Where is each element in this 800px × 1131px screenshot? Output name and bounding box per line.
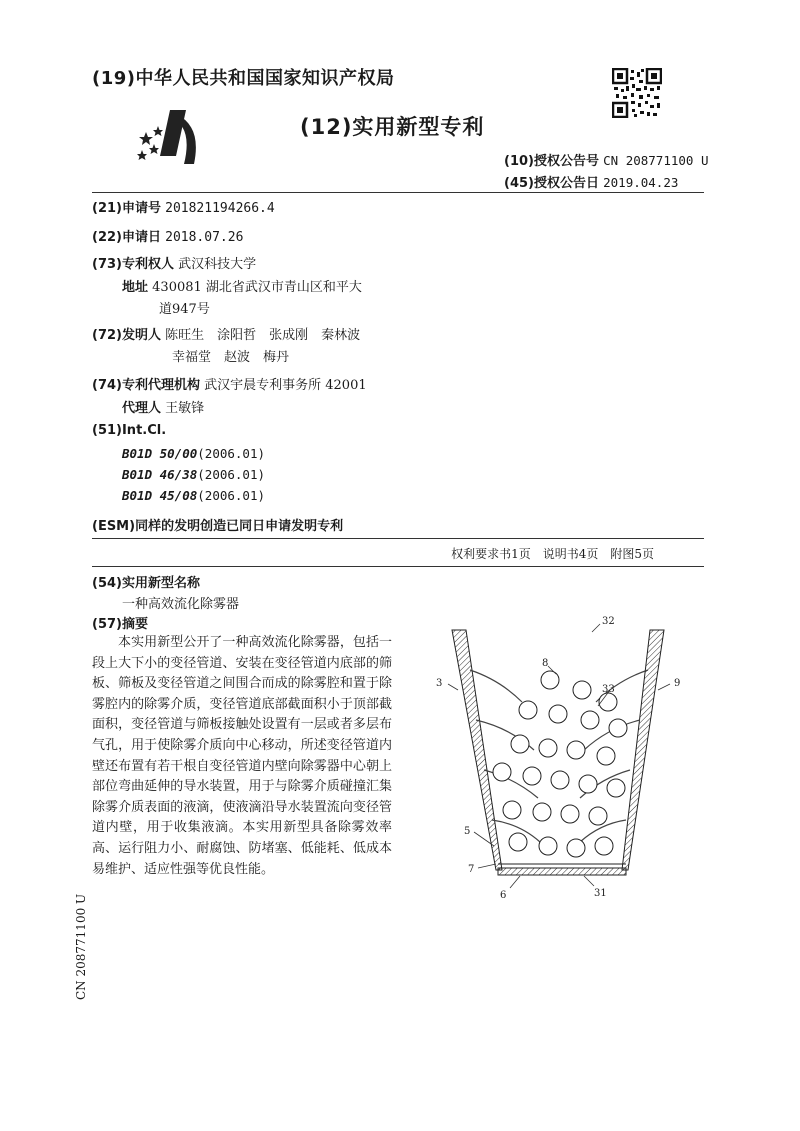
address-label: 地址 <box>122 280 149 295</box>
application-number <box>92 197 275 216</box>
label-7: 7 <box>468 864 475 875</box>
publication-number <box>504 150 708 169</box>
patent-agency-label: (74)专利代理机构 <box>92 378 200 393</box>
ipc-version: (2006.01) <box>197 446 265 461</box>
application-date-value: 2018.07.26 <box>165 230 244 245</box>
side-publication-number: CN 208771100 U <box>74 893 88 1000</box>
address-line-1: 430081 湖北省武汉市青山区和平大 <box>152 280 362 295</box>
inventors-line-2: 幸福堂 赵波 梅丹 <box>172 350 290 365</box>
ipc-classification <box>122 488 265 503</box>
agent <box>122 397 204 416</box>
office-name: (19)中华人民共和国国家知识产权局 <box>92 68 395 89</box>
utility-model-title: 一种高效流化除雾器 <box>122 597 240 612</box>
document-type: (12)实用新型专利 <box>300 115 485 139</box>
header-divider <box>92 192 704 193</box>
agent-label: 代理人 <box>122 401 162 416</box>
qr-code <box>612 68 662 118</box>
cnipa-logo <box>132 104 212 174</box>
ipc-classification <box>122 446 265 461</box>
patent-agency <box>92 374 367 393</box>
label-9: 9 <box>674 678 681 689</box>
ipc-version: (2006.01) <box>197 488 265 503</box>
page-count-info: 权利要求书1页 说明书4页 附图5页 <box>451 547 654 561</box>
label-6: 6 <box>500 890 507 901</box>
inventors-line-1: 陈旺生 涂阳哲 张成刚 秦林波 <box>165 328 361 343</box>
application-number-label: (21)申请号 <box>92 201 161 216</box>
address-line-2: 道947号 <box>159 302 210 317</box>
label-33: 33 <box>602 684 615 695</box>
ipc-code: B01D 45/08 <box>122 488 198 503</box>
utility-model-title-label <box>92 572 200 591</box>
label-3: 3 <box>436 678 443 689</box>
label-8: 8 <box>542 658 549 669</box>
abstract-text <box>92 633 392 880</box>
ipc-code: B01D 46/38 <box>122 467 198 482</box>
publication-number-label: (10)授权公告号 <box>504 154 599 169</box>
ipc-version: (2006.01) <box>197 467 265 482</box>
publication-date-value: 2019.04.23 <box>603 175 679 190</box>
ipc-code: B01D 50/00 <box>122 446 198 461</box>
esm-note: (ESM)同样的发明创造已同日申请发明专利 <box>92 519 344 534</box>
abstract-label-text: (57)摘要 <box>92 617 148 632</box>
patentee <box>92 253 256 272</box>
application-number-value: 201821194266.4 <box>165 201 275 216</box>
publication-date-label: (45)授权公告日 <box>504 176 599 191</box>
ipc-classification <box>122 467 265 482</box>
int-cl-label <box>92 423 166 438</box>
publication-date <box>504 172 678 191</box>
inventors <box>92 324 360 343</box>
patentee-label: (73)专利权人 <box>92 257 174 272</box>
publication-number-value: CN 208771100 U <box>603 153 709 168</box>
address <box>122 276 362 295</box>
label-32: 32 <box>602 616 615 627</box>
utility-model-title-label-text: (54)实用新型名称 <box>92 576 200 591</box>
patent-agency-value: 武汉宇晨专利事务所 42001 <box>204 378 367 393</box>
label-5: 5 <box>464 826 471 837</box>
abstract-label <box>92 613 148 632</box>
abstract-body: 本实用新型公开了一种高效流化除雾器，包括一段上大下小的变径管道、安装在变径管道内底部的筛板、筛板及变径管道之间围合而成的除雾腔和置于除雾腔内的除雾介质，变径管道底部截面积小于顶部截面积，变径管道与筛板接触处设置有一层或者多层布气孔，用于使除雾介质向中心移动，所述变径管道内壁还布置有若干根自变径管道内壁向除雾器中心朝上部位弯曲延伸的导水装置，用于与除雾介质碰撞汇集除雾介质表面的液滴，使液滴沿导水装置流向变径管道内壁，用于收集液滴。本实用新型具备除雾效率高、运行阻力小、耐腐蚀、防堵塞、低能耗、低成本易维护、适应性强等优良性能。 <box>92 635 392 877</box>
demister-figure <box>430 610 710 910</box>
inventors-label: (72)发明人 <box>92 328 161 343</box>
int-cl-label-text: (51)Int.Cl. <box>92 423 167 438</box>
label-31: 31 <box>594 888 607 899</box>
application-date-label: (22)申请日 <box>92 230 161 245</box>
agent-value: 王敏锋 <box>165 401 205 416</box>
application-date <box>92 226 243 245</box>
patentee-value: 武汉科技大学 <box>178 257 257 272</box>
divider-1 <box>92 538 704 539</box>
divider-2 <box>92 566 704 567</box>
